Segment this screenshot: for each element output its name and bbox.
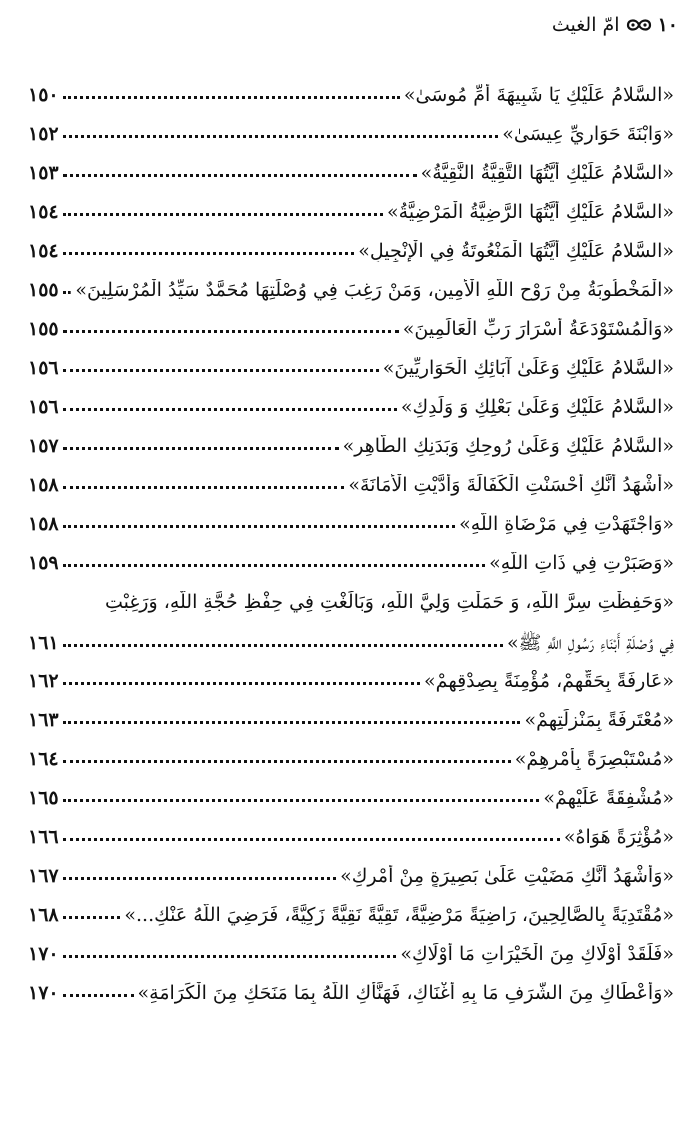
toc-entry (28, 865, 674, 904)
toc-entry (28, 826, 674, 865)
toc-page-number: ١٥٨ (28, 513, 59, 535)
toc-entry-title: «السَّلامُ عَلَيْكِ أَيَّتُهَا الرَّضِيَّةُ الْمَرْضِيَّةُ» (387, 201, 674, 223)
toc-page-number: ١٥٧ (28, 435, 59, 457)
table-of-contents (28, 84, 674, 1021)
toc-page-number: ١٥٦ (28, 396, 59, 418)
leader-dots (63, 408, 397, 411)
toc-entry-title: «السَّلامُ عَلَيْكِ أَيَّتُهَا الْمَنْعُوتَةُ فِي الْإِنْجِيلِ» (358, 240, 674, 262)
toc-entry (28, 670, 674, 709)
toc-entry-title: فِي وُصْلَةِ أَبْنَاءِ رَسُولِ اللَّهِ ﷺ» (506, 632, 674, 654)
leader-dots (63, 447, 339, 450)
toc-entry (28, 84, 674, 123)
toc-page-number: ١٦٥ (28, 787, 59, 809)
leader-dots (63, 916, 121, 919)
toc-entry-title: «وَابْنَةَ حَوَارِيِّ عِيسَىٰ» (502, 123, 674, 145)
toc-entry (28, 279, 674, 318)
toc-entry (28, 513, 674, 552)
leader-dots (63, 135, 499, 138)
toc-entry (28, 943, 674, 982)
toc-page-number: ١٦٢ (28, 670, 59, 692)
leader-dots (63, 525, 455, 528)
toc-entry (28, 904, 674, 943)
toc-entry-title: «السَّلامُ عَلَيْكِ وَعَلَىٰ بَعْلِكِ وَ وَلَدِكِ» (400, 396, 674, 418)
leader-dots (63, 994, 134, 997)
toc-entry (28, 396, 674, 435)
leader-dots (63, 877, 337, 880)
toc-entry-title: «وَالْمُسْتَوْدَعَةُ أَسْرَارَ رَبِّ الْعَالَمِينَ» (402, 318, 674, 340)
toc-entry-title: «الْمَخْطُوبَةُ مِنْ رَوْحِ اللَّهِ الْأَمِينِ، وَمَنْ رَغِبَ فِي وُصْلَتِهَا مُحَمَّدٌ سَيِّدُ الْمُرْسَلِينَ» (75, 279, 674, 301)
leader-dots (63, 682, 420, 685)
toc-entry (28, 162, 674, 201)
toc-page-number: ١٥٥ (28, 318, 59, 340)
leader-dots (63, 799, 540, 802)
decorative-ornament-icon (626, 17, 652, 33)
toc-page-number: ١٥٨ (28, 474, 59, 496)
toc-entry-title: «مُسْتَبْصِرَةً بِأَمْرِهِمْ» (514, 748, 674, 770)
leader-dots (63, 174, 417, 177)
toc-entry (28, 591, 674, 631)
page-header (22, 14, 678, 36)
toc-entry (28, 318, 674, 357)
toc-page-number: ١٦٦ (28, 826, 59, 848)
toc-entry (28, 709, 674, 748)
toc-entry (28, 201, 674, 240)
toc-entry-title: «وَصَبَرْتِ فِي ذَاتِ اللَّهِ» (489, 552, 674, 574)
toc-page-number: ١٥٥ (28, 279, 59, 301)
toc-entry (28, 435, 674, 474)
toc-entry (28, 982, 674, 1021)
toc-page-number: ١٧٠ (28, 943, 59, 965)
toc-entry-title: «مُشْفِقَةً عَلَيْهِمْ» (543, 787, 674, 809)
leader-dots (63, 760, 511, 763)
toc-entry (28, 748, 674, 787)
leader-dots (63, 955, 397, 958)
book-title: امّ الغيث (551, 14, 620, 36)
toc-page-number: ١٦٨ (28, 904, 59, 926)
toc-page-number: ١٧٠ (28, 982, 59, 1004)
toc-entry-title: «مُؤْثِرَةً هَوَاهُ» (563, 826, 674, 848)
toc-page-number: ١٦٤ (28, 748, 59, 770)
toc-entry-title: «وَأَشْهَدُ أَنَّكِ مَضَيْتِ عَلَىٰ بَصِيرَةٍ مِنْ أَمْرِكِ» (340, 865, 674, 887)
leader-dots (63, 721, 521, 724)
leader-dots (63, 838, 560, 841)
toc-entry-title: «السَّلامُ عَلَيْكِ يَا شَبِيهَةَ أُمِّ مُوسَىٰ» (403, 84, 674, 106)
toc-entry-title: «السَّلامُ عَلَيْكِ وَعَلَىٰ آبَائِكِ الْحَوَارِيِّينَ» (382, 357, 674, 379)
leader-dots (63, 644, 503, 647)
toc-entry (28, 474, 674, 513)
leader-dots (63, 291, 72, 294)
toc-entry-title: «وَاجْتَهَدْتِ فِي مَرْضَاةِ اللَّهِ» (459, 513, 674, 535)
toc-entry (28, 631, 674, 670)
toc-page-number: ١٦٧ (28, 865, 59, 887)
toc-entry-title: «وَحَفِظْتِ سِرَّ اللَّهِ، وَ حَمَلْتِ وَلِيَّ اللَّهِ، وَبَالَغْتِ فِي حِفْظِ حُجَّةِ اللَّهِ، وَرَغِبْتِ (104, 591, 674, 613)
toc-entry-title: «وَأَعْطَاكِ مِنَ الشَّرَفِ مَا بِهِ أَغْنَاكِ، فَهَنَّأَكِ اللَّهُ بِمَا مَنَحَكِ مِنَ الْكَرَامَةِ» (137, 982, 674, 1004)
toc-entry-title: «مُقْتَدِيَةً بِالصَّالِحِينَ، رَاضِيَةً مَرْضِيَّةً، تَقِيَّةً نَقِيَّةً زَكِيَّةً، فَرَضِيَ اللَّهُ عَنْكِ...» (124, 904, 674, 926)
toc-entry (28, 240, 674, 279)
toc-entry-title: «عَارِفَةً بِحَقِّهِمْ، مُؤْمِنَةً بِصِدْقِهِمْ» (424, 670, 674, 692)
toc-page-number: ١٥٤ (28, 240, 59, 262)
leader-dots (63, 252, 355, 255)
toc-entry (28, 552, 674, 591)
toc-entry (28, 123, 674, 162)
toc-entry-title: «السَّلامُ عَلَيْكِ أَيَّتُهَا التَّقِيَّةُ النَّقِيَّةُ» (420, 162, 674, 184)
leader-dots (63, 486, 345, 489)
toc-entry-title: «مُعْتَرِفَةً بِمَنْزِلَتِهِمْ» (524, 709, 674, 731)
toc-page-number: ١٥٦ (28, 357, 59, 379)
toc-page-number: ١٦١ (28, 632, 59, 654)
toc-entry-title: «أَشْهَدُ أَنَّكِ أَحْسَنْتِ الْكَفَالَةَ وَأَدَّيْتِ الْأَمَانَةَ» (348, 474, 674, 496)
leader-dots (63, 564, 486, 567)
toc-entry (28, 787, 674, 826)
toc-page-number: ١٥٩ (28, 552, 59, 574)
toc-entry (28, 357, 674, 396)
toc-page-number: ١٥٠ (28, 84, 59, 106)
toc-page-number: ١٥٤ (28, 201, 59, 223)
toc-page-number: ١٥٢ (28, 123, 59, 145)
toc-page-number: ١٥٣ (28, 162, 59, 184)
leader-dots (63, 96, 400, 99)
leader-dots (63, 330, 399, 333)
toc-entry-title: «السَّلامُ عَلَيْكِ وَعَلَىٰ رُوحِكِ وَبَدَنِكِ الطَّاهِرِ» (342, 435, 674, 457)
toc-entry-title: «فَلَقَدْ أَوْلَاكِ مِنَ الْخَيْرَاتِ مَا أَوْلَاكِ» (400, 943, 674, 965)
leader-dots (63, 369, 379, 372)
page-number: ١٠ (657, 14, 678, 36)
toc-page-number: ١٦٣ (28, 709, 59, 731)
leader-dots (63, 213, 383, 216)
